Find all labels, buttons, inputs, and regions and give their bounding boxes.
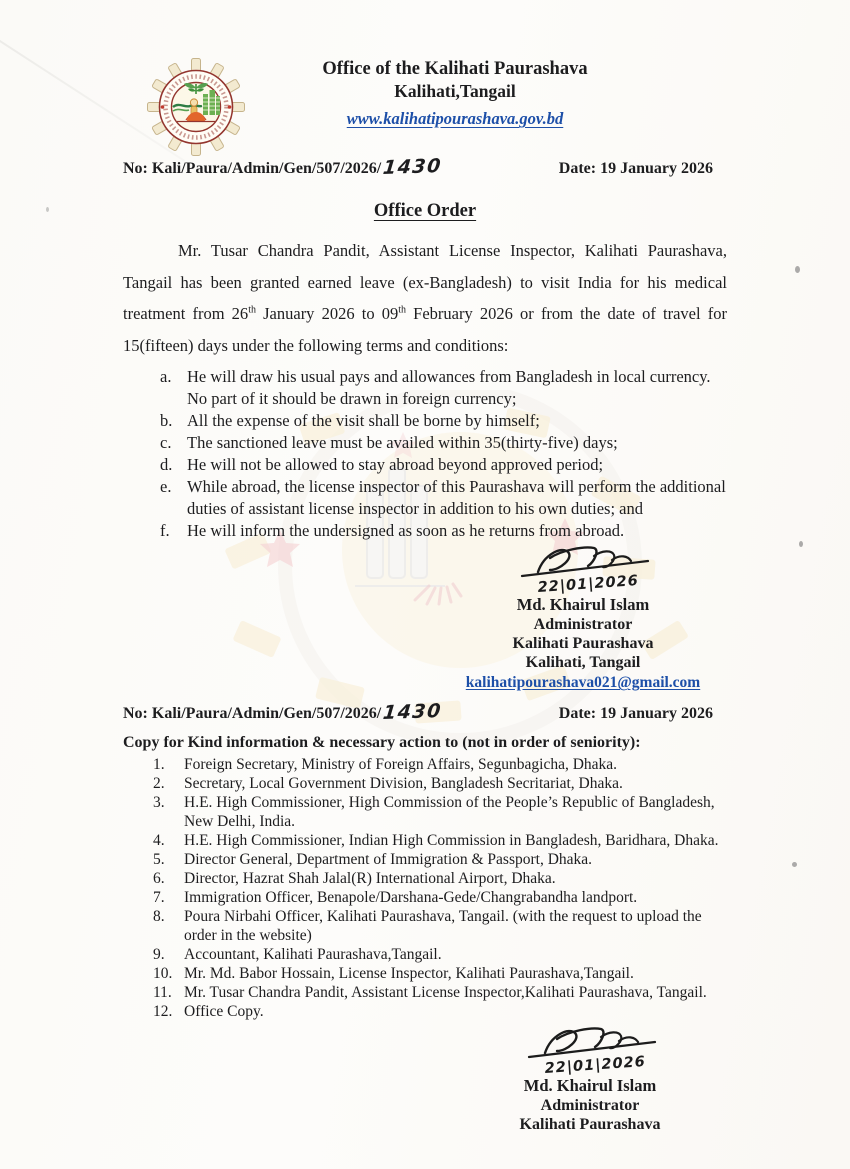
email-link: kalihatipourashava021@gmail.com — [465, 674, 701, 691]
term-item: c. The sanctioned leave must be availed within 35(thirty-five) days; — [160, 433, 618, 452]
document-title: Office Order — [373, 201, 477, 221]
order-paragraph: Mr. Tusar Chandra Pandit, Assistant License Inspector, Kalihati Paurashava, Tangail has been granted earned leave (ex-Bangladesh) to visit India for his medical treatment from 26th January 2026 to 09th February 2026 or from the date of travel for 15(fifteen) days under the following terms and conditions: — [123, 241, 727, 355]
signature-block-bottom — [455, 1023, 725, 1134]
reference-line-bottom — [123, 701, 727, 725]
term-item: d. He will not be allowed to stay abroad beyond approved period; — [160, 455, 604, 474]
signatory-org: Kalihati Paurashava — [512, 635, 654, 652]
copy-item: 1. Foreign Secretary, Ministry of Foreign Affairs, Segunbagicha, Dhaka. — [153, 756, 618, 773]
term-item: e. While abroad, the license inspector of this Paurashava will perform the additional duties of assistant license inspector in addition to his own duties; and — [160, 477, 726, 518]
org-location: Kalihati,Tangail — [394, 81, 516, 101]
term-item: b. All the expense of the visit shall be borne by himself; — [160, 411, 540, 430]
signatory-place: Kalihati, Tangail — [525, 654, 641, 671]
handwritten-serial: 1430 — [382, 699, 444, 725]
reference-date: Date: 19 January 2026 — [558, 160, 713, 177]
copy-item: 4. H.E. High Commissioner, Indian High Commission in Bangladesh, Baridhara, Dhaka. — [153, 832, 719, 849]
terms-list — [160, 366, 727, 542]
reference-number: No: Kali/Paura/Admin/Gen/507/2026/1430 — [123, 699, 444, 725]
handwritten-date: 22|01|2026 — [536, 572, 639, 596]
reference-date: Date: 19 January 2026 — [558, 705, 713, 722]
copy-item: 7. Immigration Officer, Benapole/Darshana-Gede/Changrabandha landport. — [153, 889, 638, 906]
signatory-designation: Administrator — [540, 1097, 640, 1114]
copy-item: 3. H.E. High Commissioner, High Commission of the People’s Republic of Bangladesh, New Delhi, India. — [153, 794, 715, 830]
signatory-designation: Administrator — [533, 616, 633, 633]
handwritten-signature — [503, 1023, 678, 1079]
copy-item: 11. Mr. Tusar Chandra Pandit, Assistant License Inspector,Kalihati Paurashava, Tangail. — [153, 984, 707, 1001]
copy-item: 9. Accountant, Kalihati Paurashava,Tangail. — [153, 946, 442, 963]
handwritten-serial: 1430 — [382, 154, 444, 180]
copy-distribution-list — [153, 755, 727, 1021]
signatory-name: Md. Khairul Islam — [516, 595, 650, 614]
handwritten-date: 22|01|2026 — [543, 1053, 646, 1077]
org-name: Office of the Kalihati Paurashava — [322, 59, 588, 79]
copy-item: 5. Director General, Department of Immigration & Passport, Dhaka. — [153, 851, 593, 868]
term-item: f. He will inform the undersigned as soon as he returns from abroad. — [160, 521, 625, 540]
reference-number: No: Kali/Paura/Admin/Gen/507/2026/1430 — [123, 154, 444, 180]
signatory-name: Md. Khairul Islam — [523, 1076, 657, 1095]
signatory-org: Kalihati Paurashava — [519, 1116, 661, 1133]
letterhead — [123, 58, 727, 129]
term-item: a. He will draw his usual pays and allowances from Bangladesh in local currency. No part of it should be drawn in foreign currency; — [160, 367, 711, 408]
copy-item: 2. Secretary, Local Government Division, Bangladesh Secritariat, Dhaka. — [153, 775, 623, 792]
handwritten-signature — [496, 542, 671, 598]
copy-item: 10. Mr. Md. Babor Hossain, License Inspector, Kalihati Paurashava,Tangail. — [153, 965, 634, 982]
signature-block-top — [433, 542, 733, 693]
website-link: www.kalihatipourashava.gov.bd — [346, 109, 564, 128]
copy-item: 6. Director, Hazrat Shah Jalal(R) International Airport, Dhaka. — [153, 870, 556, 887]
reference-line-top — [123, 156, 727, 180]
copy-section-heading: Copy for Kind information & necessary action to (not in order of seniority): — [123, 734, 641, 751]
copy-item: 12. Office Copy. — [153, 1003, 264, 1020]
copy-item: 8. Poura Nirbahi Officer, Kalihati Paurashava, Tangail. (with the request to upload the order in the website) — [153, 908, 702, 944]
